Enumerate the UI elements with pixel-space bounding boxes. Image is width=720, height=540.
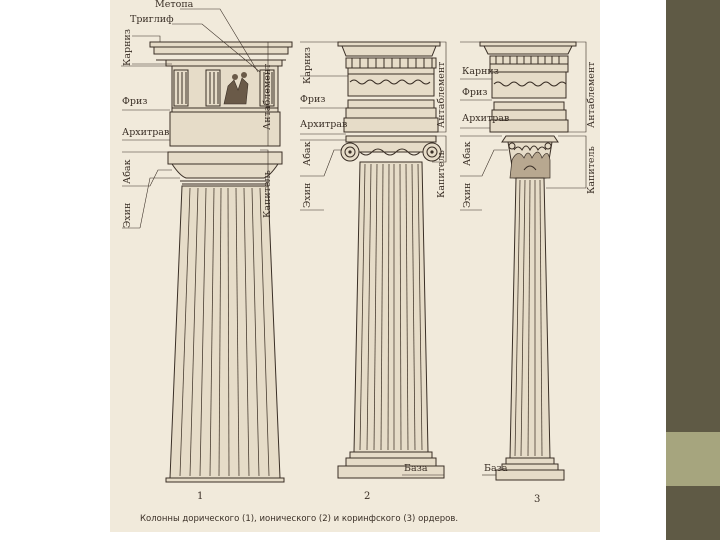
label-karniz-2: Карниз bbox=[302, 47, 313, 84]
corinthian-cornice-top bbox=[480, 42, 576, 46]
corinthian-column bbox=[460, 42, 597, 505]
label-abak-1: Абак bbox=[122, 159, 133, 184]
label-kapitel-3: Капитель bbox=[586, 146, 597, 194]
label-metopa: Метопа bbox=[155, 0, 194, 10]
doric-stylobate bbox=[166, 478, 284, 482]
label-abak-3: Абак bbox=[462, 141, 473, 166]
label-abak-2: Абак bbox=[302, 141, 313, 166]
label-triglif: Триглиф bbox=[130, 14, 174, 25]
column-number-3: 3 bbox=[534, 494, 541, 505]
ionic-base-torus-upper bbox=[350, 452, 432, 458]
column-number-2: 2 bbox=[364, 491, 371, 502]
doric-abacus bbox=[168, 152, 282, 164]
ionic-architrave-band-1 bbox=[348, 100, 434, 108]
label-ekhin-2: Эхин bbox=[302, 182, 313, 208]
doric-shaft bbox=[170, 186, 280, 478]
label-friz-2: Фриз bbox=[300, 94, 326, 105]
label-kapitel-2: Капитель bbox=[436, 150, 447, 198]
decorative-side-accent bbox=[666, 432, 720, 486]
column-number-1: 1 bbox=[197, 491, 204, 502]
label-arkhitrav-1: Архитрав bbox=[122, 127, 170, 138]
label-antablement-2: Антаблемент bbox=[436, 61, 447, 128]
label-arkhitrav-2: Архитрав bbox=[300, 119, 348, 130]
doric-column bbox=[121, 0, 292, 502]
label-antablement-1: Антаблемент bbox=[262, 63, 273, 130]
ionic-plinth bbox=[338, 466, 444, 478]
label-arkhitrav-3: Архитрав bbox=[462, 113, 510, 124]
label-kapitel-1: Капитель bbox=[262, 170, 273, 218]
ionic-column bbox=[300, 42, 447, 502]
ionic-cornice-top bbox=[338, 42, 440, 46]
doric-cornice-top bbox=[150, 42, 292, 47]
ionic-architrave bbox=[344, 118, 438, 132]
ionic-dentils bbox=[346, 58, 436, 68]
ionic-architrave-band-2 bbox=[346, 108, 436, 118]
label-friz-3: Фриз bbox=[462, 87, 488, 98]
corinthian-base-torus bbox=[502, 464, 558, 470]
ionic-frieze bbox=[348, 74, 434, 96]
ionic-echinus bbox=[350, 142, 432, 152]
label-ekhin-3: Эхин bbox=[462, 182, 473, 208]
orders-drawing bbox=[110, 0, 600, 532]
label-baza-2: База bbox=[404, 463, 428, 474]
label-karniz-3: Карниз bbox=[462, 66, 499, 77]
label-karniz-1: Карниз bbox=[122, 29, 133, 66]
corinthian-architrave-band-1 bbox=[494, 102, 564, 110]
label-antablement-3: Антаблемент bbox=[586, 61, 597, 128]
corinthian-base-torus-upper bbox=[506, 458, 554, 464]
ionic-cornice bbox=[342, 46, 436, 56]
corinthian-abacus bbox=[502, 136, 558, 142]
architectural-orders-figure bbox=[110, 0, 600, 532]
corinthian-cornice bbox=[484, 46, 572, 54]
label-friz-1: Фриз bbox=[122, 96, 148, 107]
label-ekhin-1: Эхин bbox=[122, 202, 133, 228]
ionic-abacus bbox=[346, 136, 436, 142]
label-baza-3: База bbox=[484, 463, 508, 474]
corinthian-modillions bbox=[490, 56, 568, 64]
ionic-shaft bbox=[354, 162, 428, 452]
figure-caption: Колонны дорического (1), ионического (2) и коринфского (3) ордеров. bbox=[140, 514, 459, 524]
